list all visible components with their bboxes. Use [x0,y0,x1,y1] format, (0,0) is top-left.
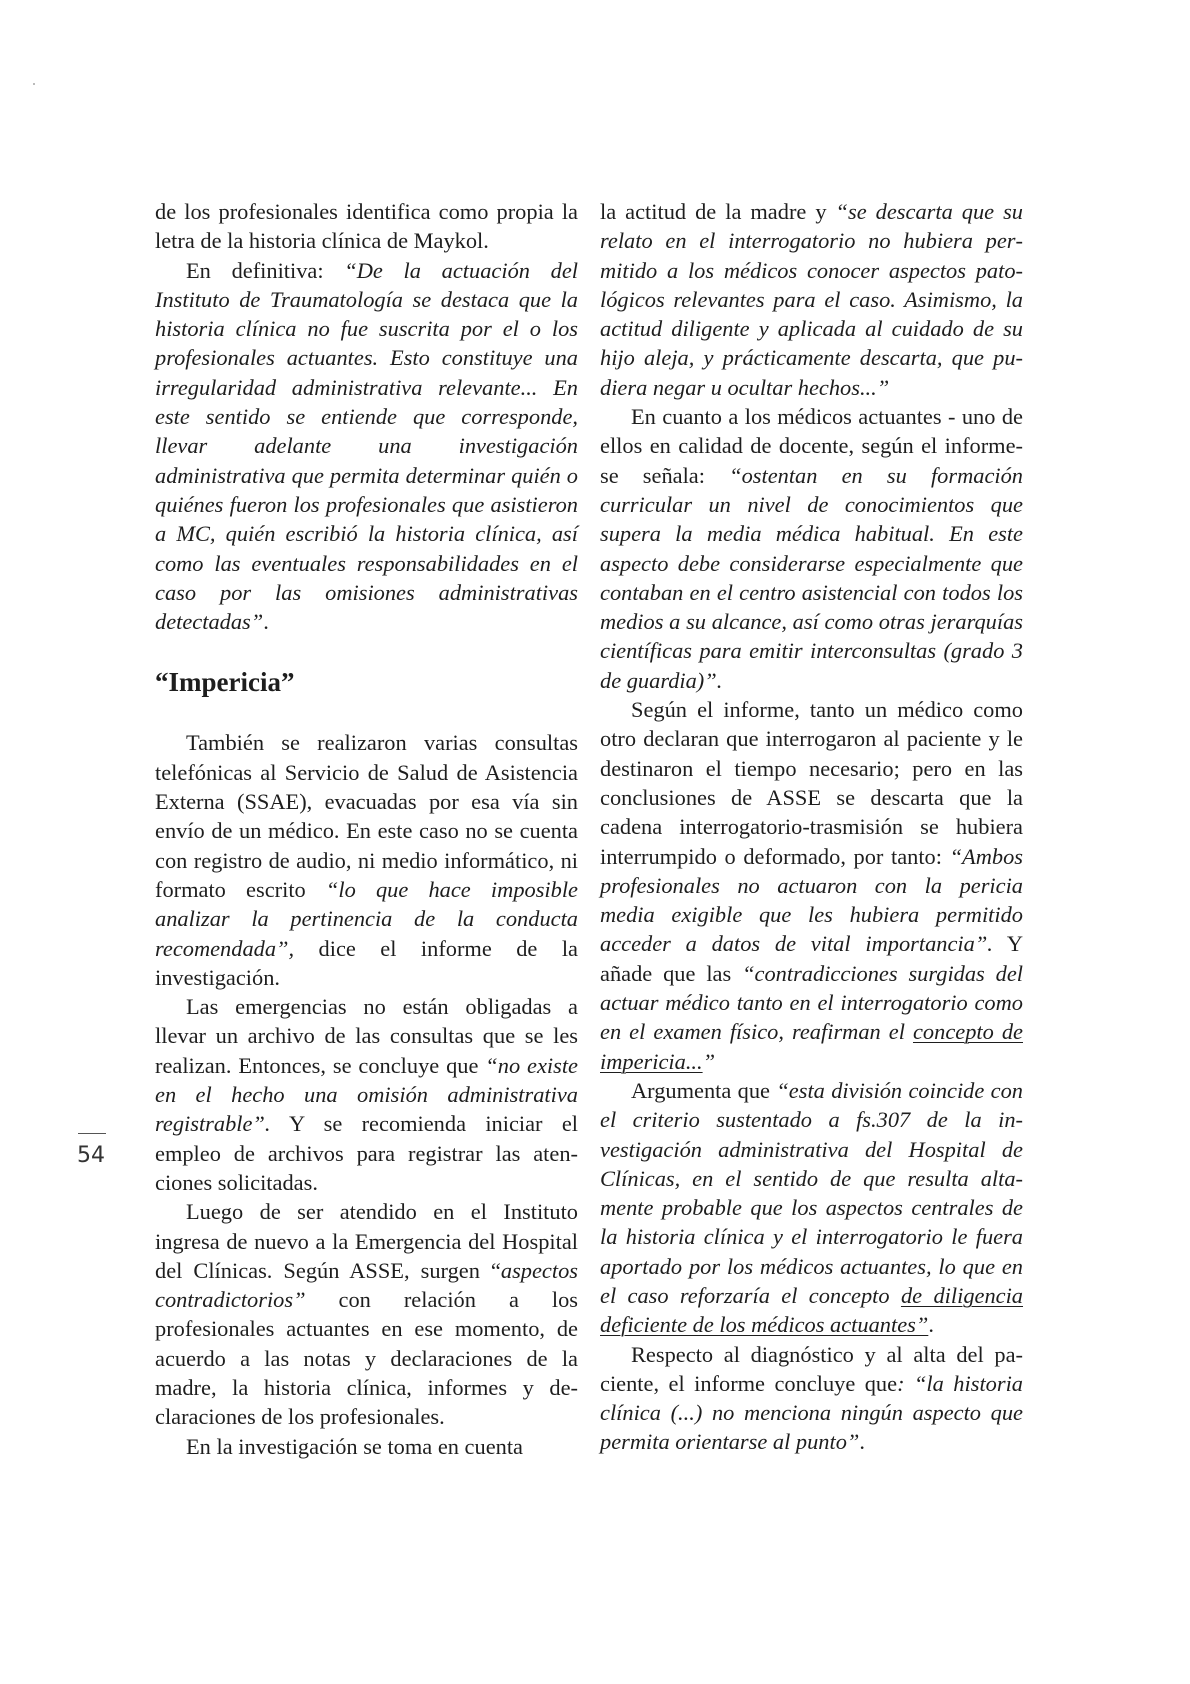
text: dice el informe de la investigación. [155,935,578,990]
quote: aspectos contradictorios” [155,1257,578,1313]
text: Y se recomienda iniciar el empleo de archivos para registrar las atenciones solicitadas. [155,1111,578,1195]
quote: “la historia clínica (...) no menciona ningún aspecto que permita orientarse al punto” [600,1370,1023,1455]
text: En cuanto a los médicos actuantes - uno de ellos en calidad de docente, según el informe- se señala: [600,404,1023,488]
right-column [600,197,1023,1457]
text: Y añade que las [600,931,1023,986]
text: En definitiva: [186,257,345,283]
quote: “esta división coincide con el criterio sustentado a fs.307 de la investigación administrativa del Hospital de Clínicas, en el sentido de que resulta altamente probable que los aspectos centrales de la historia clínica y el interrogatorio le fuera aportado por los médicos actuantes, lo que en el caso reforzaría el concepto [600,1077,1023,1308]
paragraph [155,728,578,992]
page-number: 54 [77,1143,105,1168]
scan-speck [33,83,35,85]
text: con relación a los profesionales actuantes en ese momento, de acuerdo a las notas y declaraciones de la madre, la historia clínica, informes y declaraciones de los profesionales. [155,1287,578,1430]
text: : [897,1370,914,1396]
text: Las emergencias no están obligadas a llevar un archivo de las consultas que se les realizan. Entonces, se concluye que [155,994,578,1078]
quote: “ostentan en su formación curricular un nivel de conocimientos que supera la media médica habitual. En este aspecto debe considerarse especialmente que contaban en el centro asistencial con todos los medios a su alcance, así como otras jerarquías científicas para emitir interconsultas (grado 3 de guardia)”. [600,462,1023,693]
quote: “De la actuación del Instituto de Traumatología se destaca que la historia clínica no fue suscrita por el o los profesionales actuantes. Esto constituye una irregularidad administrativa relevante... En este sentido se entiende que corresponde, llevar adelante una investigación administrativa que permita determinar quién o quiénes fueron los profesionales que asistieron a MC, quién escribió la historia clínica, así como las eventuales responsabilidades en el caso por las omisiones administrativas detectadas” [155,257,579,635]
text: de los profesionales identifica como propia la letra de la historia clínica de Maykol. [155,199,578,254]
underlined-quote: de diligencia deficiente de los médicos actuantes” [600,1282,1024,1338]
quote: “lo que hace imposible analizar la pertinencia de la conducta recomendada”, [155,876,578,961]
text: la actitud de la madre y [600,199,836,224]
left-column [155,197,578,1461]
text: Según el informe, tanto un médico como otro declaran que interrogaron al paciente y le destinaron el tiempo necesario; pero en las conclusiones de ASSE se descarta que la cadena interrogatorio-trasmisión se hubiera interrumpido o deformado, por tanto: [600,697,1023,869]
quote-close: ” [702,1048,716,1074]
paragraph [600,402,1023,695]
text: . [928,1312,934,1338]
paragraph [155,1432,578,1461]
paragraph [155,992,578,1197]
paragraph [155,1197,578,1431]
quote: “se descarta que su relato en el interrogatorio no hubiera permitido a los médicos conocer aspectos patológicos relevantes para el caso. Asimismo, la actitud diligente y aplicada al cuidado de su hijo aleja, y prácticamente descarta, que pudiera negar u ocultar hechos...” [600,199,1024,400]
text: En la investigación se toma en cuenta [186,1433,523,1459]
paragraph [155,256,578,637]
section-heading: “Impericia” [155,667,295,698]
paragraph [600,1340,1023,1457]
underlined-quote: concepto de impericia... [600,1019,1023,1074]
quote: “Ambos profesionales no actuaron con la pericia media exigible que les hubiera permitido acceder a datos de vital importancia”. [600,843,1023,957]
text: . [859,1429,865,1455]
quote: “contradicciones surgidas del actuar médico tanto en el interrogatorio como en el examen físico, reafirman el [600,960,1024,1045]
text: También se realizaron varias consultas telefónicas al Servicio de Salud de Asistencia Externa (SSAE), evacuadas por esa vía sin envío de un médico. En este caso no se cuenta con registro de audio, ni medio informático, ni formato escrito [155,730,578,902]
paragraph [600,197,1023,402]
paragraph [155,197,578,256]
text: . [263,609,269,635]
paragraph [600,695,1023,1076]
text: Argumenta que [631,1077,777,1103]
text: Luego de ser atendido en el Instituto ingresa de nuevo a la Emergencia del Hospital del Clínicas. Según ASSE, surgen “ [155,1199,578,1283]
text: Respecto al diagnóstico y al alta del paciente, el informe concluye que [600,1341,1023,1396]
quote: “no existe en el hecho una omisión administrativa registrable”. [155,1052,578,1137]
paragraph [600,1076,1023,1340]
page-number-rule [78,1133,106,1134]
